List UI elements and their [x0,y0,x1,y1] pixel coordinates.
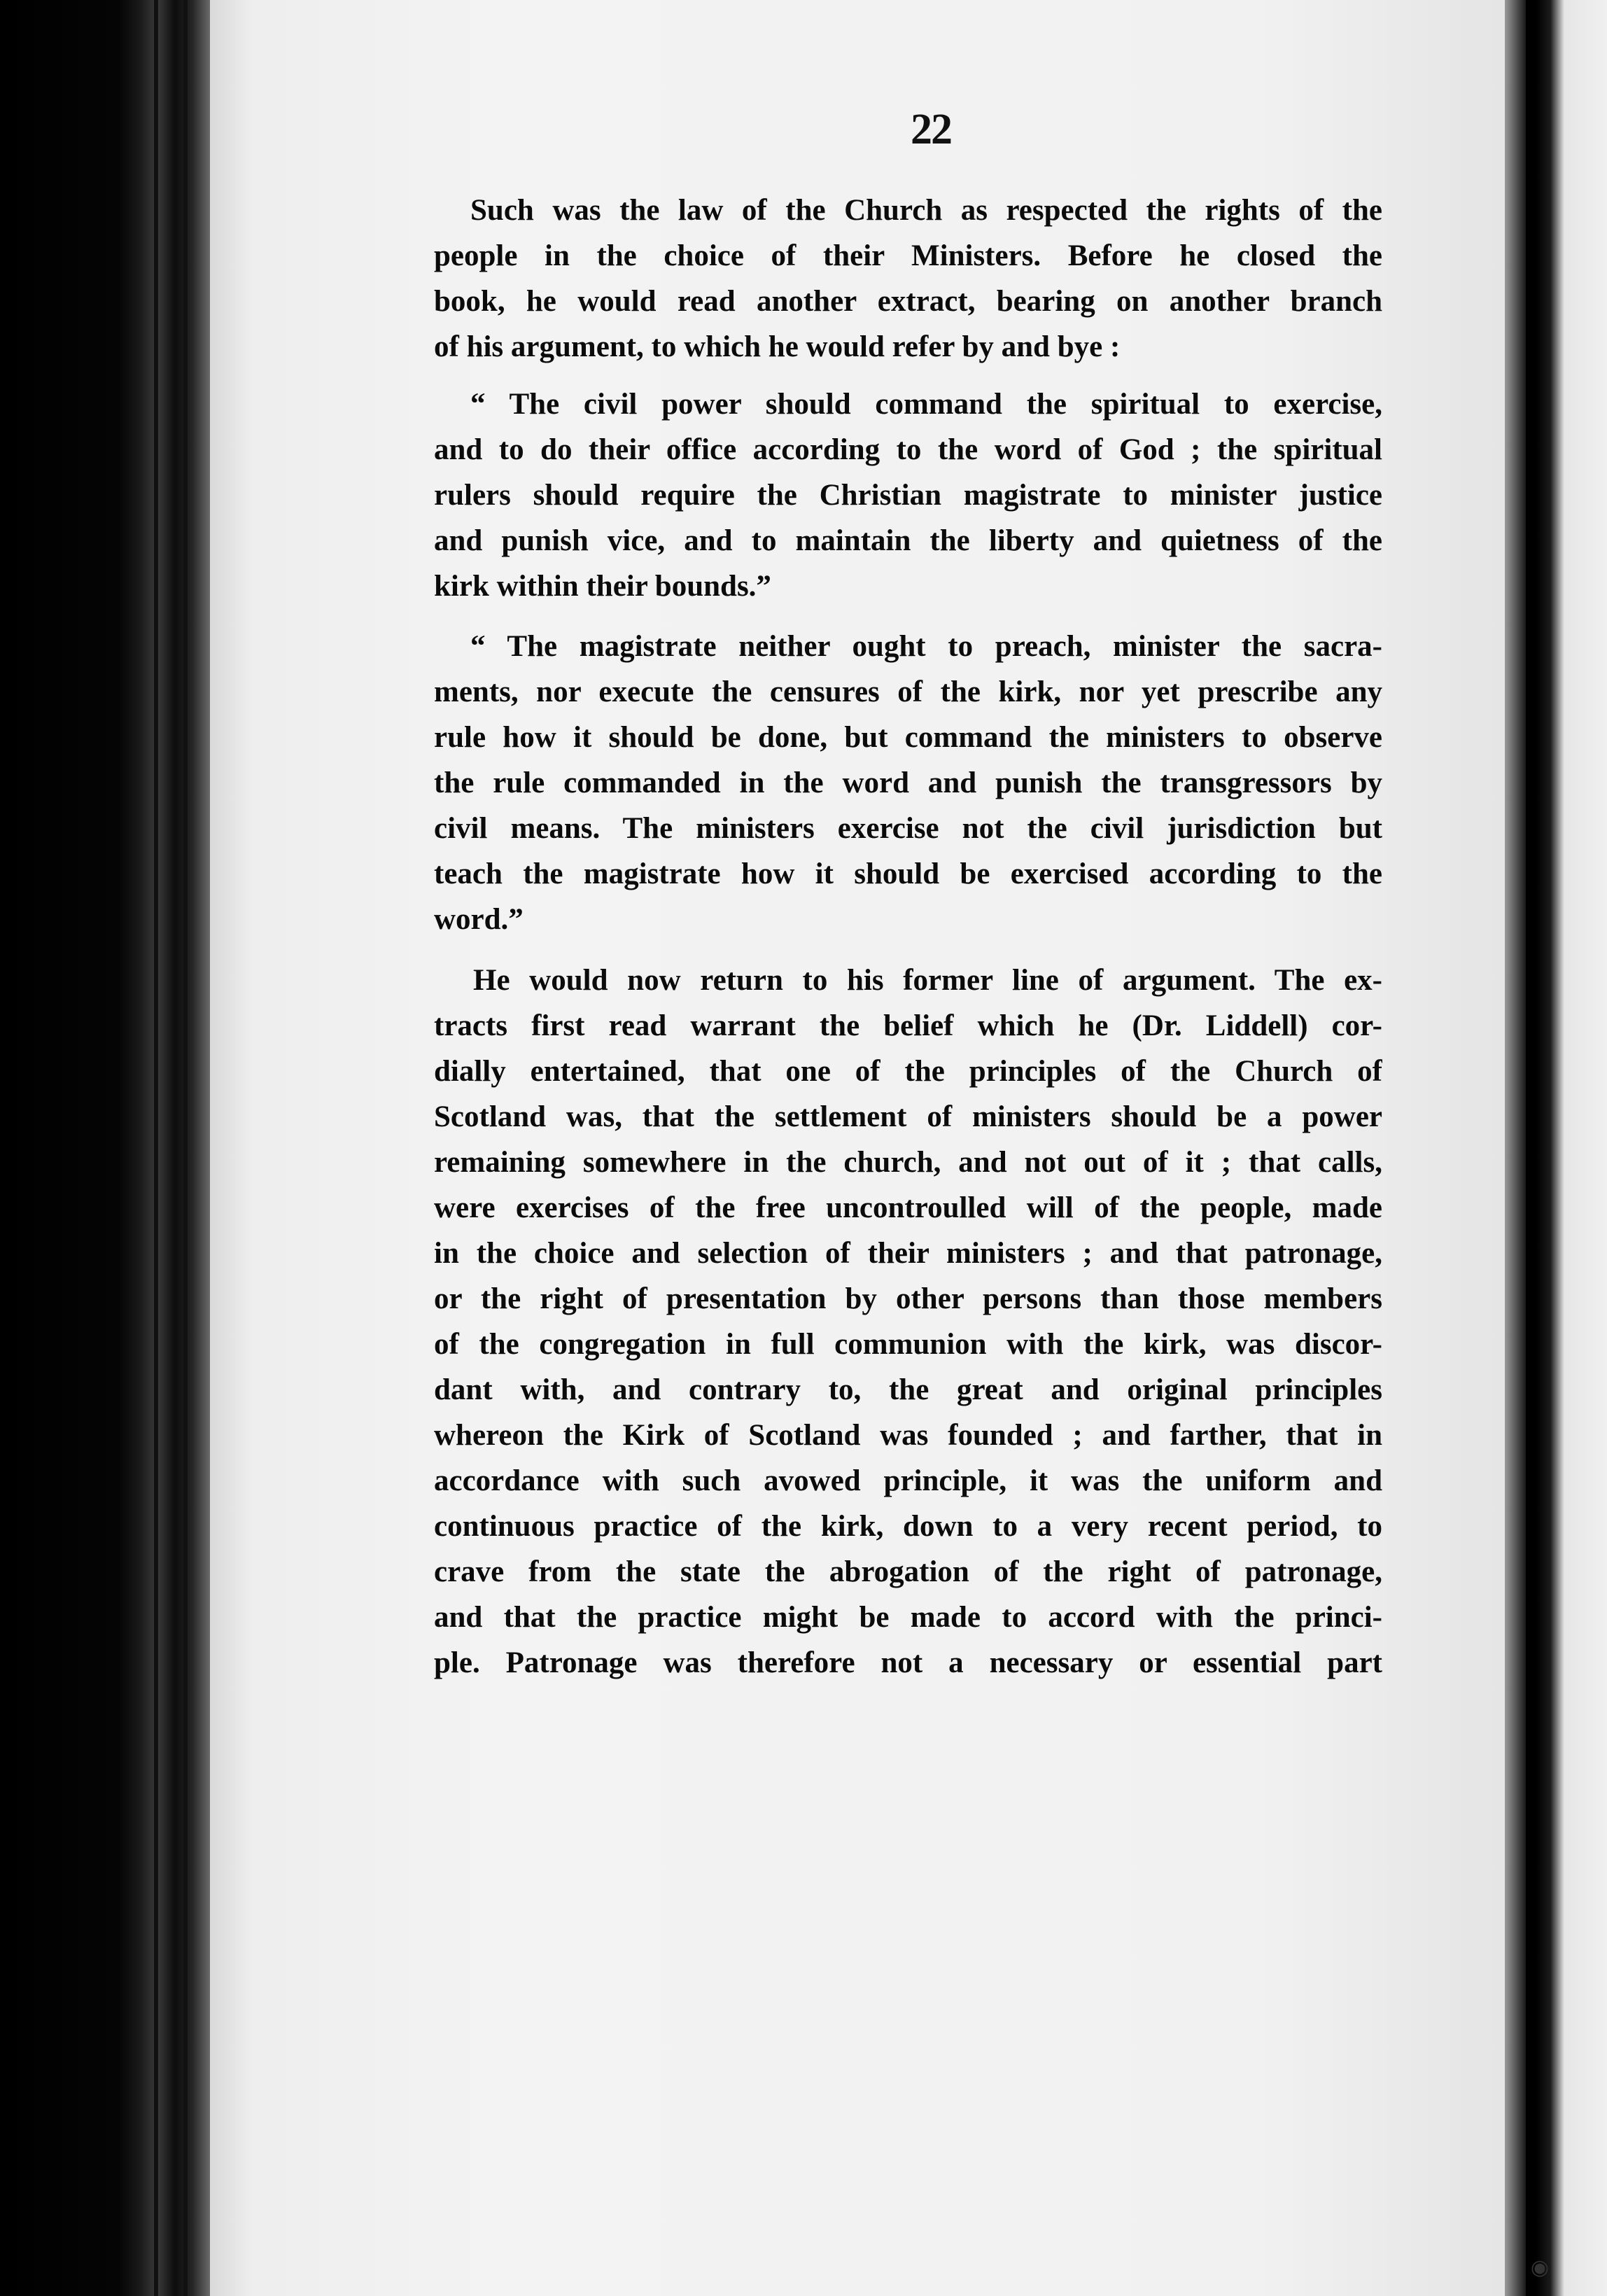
text-line: He would now return to his former line of argument. The ex- [473,964,1382,997]
text-line: ments, nor execute the censures of the kirk, nor yet prescribe any [434,676,1382,708]
text-line: and to do their office according to the word of God ; the spiritual [434,433,1382,466]
text-line: of his argument, to which he would refer by and bye : [434,330,1121,363]
binding-line [154,0,158,2296]
text-line: book, he would read another extract, bearing on another branch [434,285,1382,318]
text-line: kirk within their bounds.” [434,570,771,603]
page-edge [1505,0,1526,2296]
text-line: whereon the Kirk of Scotland was founded ; and farther, that in [434,1419,1382,1452]
paragraph [434,188,1382,370]
text-line: and that the practice might be made to accord with the princi- [434,1601,1382,1634]
text-line: dant with, and contrary to, the great and original principles [434,1373,1382,1406]
text-line: people in the choice of their Ministers. Before he closed the [434,239,1382,272]
text-line: crave from the state the abrogation of the right of patronage, [434,1555,1382,1588]
text-line: teach the magistrate how it should be exercised according to the [434,858,1382,890]
text-line: and punish vice, and to maintain the liberty and quietness of the [434,524,1382,557]
text-line: or the right of presentation by other persons than those members [434,1282,1382,1315]
text-line: were exercises of the free uncontroulled will of the people, made [434,1191,1382,1224]
paragraph [434,958,1382,1686]
text-line: remaining somewhere in the church, and not out of it ; that calls, [434,1146,1382,1179]
text-line: tracts first read warrant the belief which he (Dr. Liddell) cor- [434,1009,1382,1042]
text-line: the rule commanded in the word and punish the transgressors by [434,766,1382,799]
text-line: civil means. The ministers exercise not the civil jurisdiction but [434,812,1382,845]
scan-corner-mark-icon: ◉ [1530,2255,1550,2280]
text-line: Scotland was, that the settlement of ministers should be a power [434,1100,1382,1133]
text-line: in the choice and selection of their ministers ; and that patronage, [434,1237,1382,1270]
text-line: of the congregation in full communion with the kirk, was discor- [434,1328,1382,1361]
text-line: dially entertained, that one of the principles of the Church of [434,1055,1382,1088]
page-number: 22 [911,106,951,153]
text-line: “ The magistrate neither ought to preach, minister the sacra- [470,630,1382,663]
text-line: rule how it should be done, but command the ministers to observe [434,721,1382,754]
text-line: “ The civil power should command the spiritual to exercise, [470,388,1382,421]
binding-line [183,0,188,2296]
text-line: Such was the law of the Church as respected the rights of the [470,194,1382,227]
text-line: accordance with such avowed principle, it was the uniform and [434,1464,1382,1497]
text-line: continuous practice of the kirk, down to a very recent period, to [434,1510,1382,1543]
quotation-paragraph [434,382,1382,609]
quotation-paragraph [434,624,1382,942]
text-line: rulers should require the Christian magistrate to minister justice [434,479,1382,512]
next-page-sliver [1536,0,1607,2296]
text-line: word.” [434,903,524,936]
text-line: ple. Patronage was therefore not a necessary or essential part [434,1646,1382,1679]
book-binding-edge [0,0,210,2296]
